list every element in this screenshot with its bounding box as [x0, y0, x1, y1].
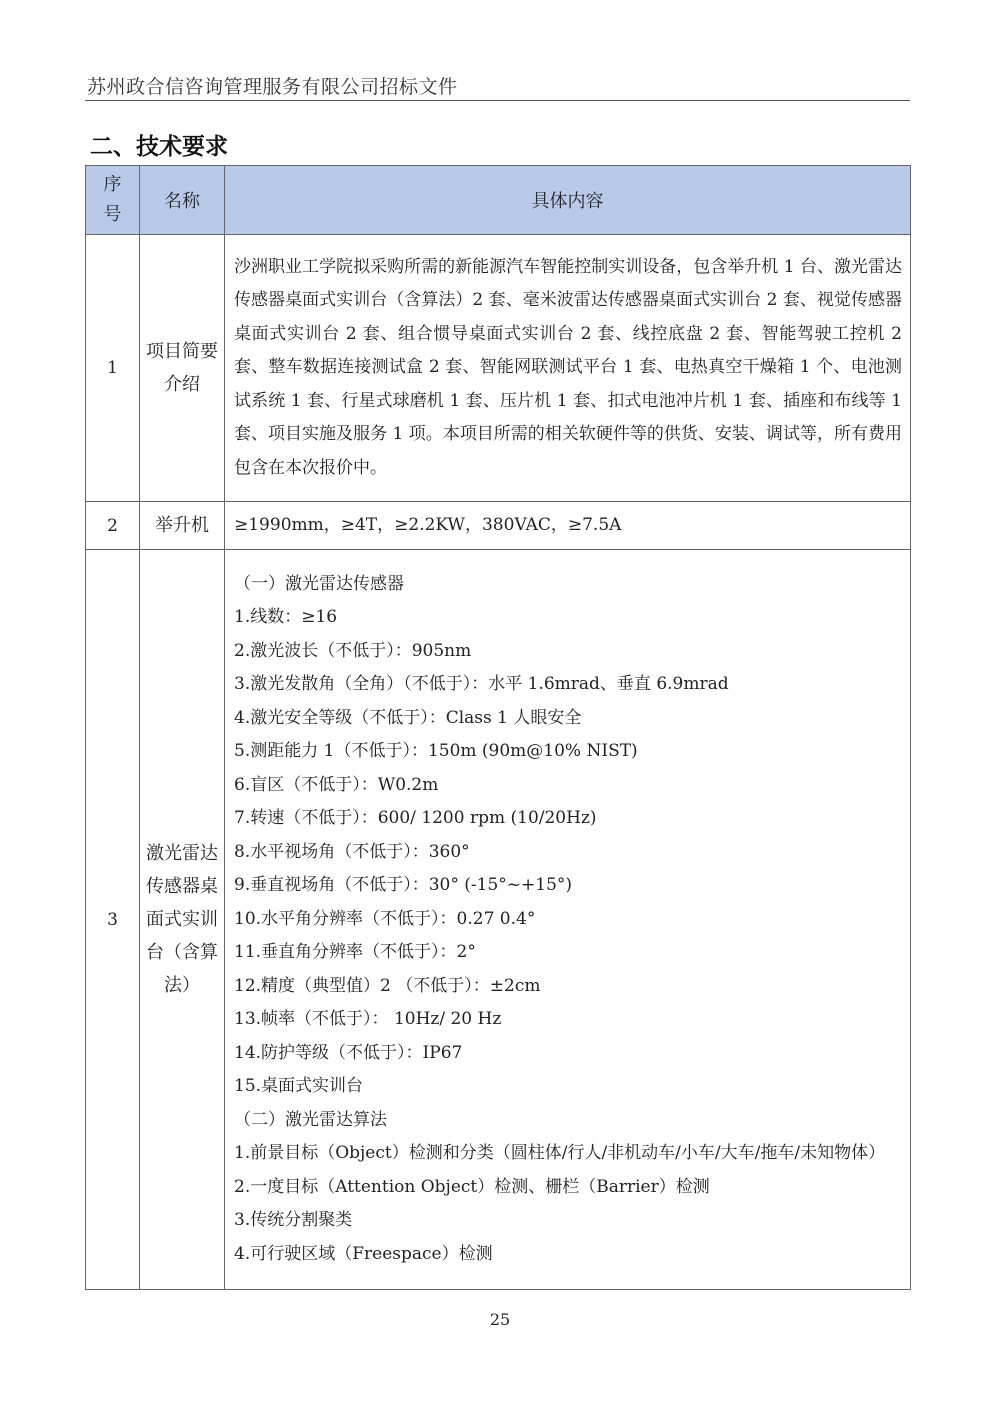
- spec-line: 2.激光波长（不低于）：905nm: [234, 640, 472, 661]
- row-content: 沙洲职业工学院拟采购所需的新能源汽车智能控制实训设备，包含举升机 1 台、激光雷达传感器桌面式实训台（含算法）2 套、毫米波雷达传感器桌面式实训台 2 套、视觉传感器桌面式实训台 2 套、组合惯导桌面式实训台 2 套、线控底盘 2 套、智能驾驶工控机 2 套、整车数据连接测试盒 2 套、智能网联测试平台 1 套、电热真空干燥箱 1 个、电池测试系统 1 套、行星式球磨机 1 套、压片机 1 套、扣式电池冲片机 1 套、插座和布线等 1 套、项目实施及服务 1 项。本项目所需的相关软硬件等的供货、安装、调试等，所有费用包含在本次报价中。: [225, 235, 911, 502]
- header-text: 苏州政合信咨询管理服务有限公司招标文件: [87, 76, 458, 98]
- table-row: [86, 235, 911, 502]
- spec-line: 7.转速（不低于）：600/ 1200 rpm (10/20Hz): [234, 808, 597, 829]
- header-name: 名称: [140, 166, 225, 235]
- spec-line: 1.前景目标（Object）检测和分类（圆柱体/行人/非机动车/小车/大车/拖车/未知物体）: [234, 1143, 886, 1164]
- row-content: ≥1990mm，≥4T，≥2.2KW，380VAC，≥7.5A: [225, 502, 911, 550]
- spec-line: 3.传统分割聚类: [234, 1210, 353, 1231]
- spec-line: 1.线数：≥16: [234, 607, 338, 628]
- document-header: [85, 68, 910, 101]
- section-title: 二、技术要求: [90, 134, 228, 160]
- spec-line: （一）激光雷达传感器: [234, 573, 404, 594]
- header-no: [86, 166, 140, 235]
- row-no: 1: [86, 235, 140, 502]
- header-no-text: 序号: [103, 174, 122, 225]
- row-name: 举升机: [140, 502, 225, 550]
- spec-line: 10.水平角分辨率（不低于）：0.27 0.4°: [234, 908, 536, 929]
- header-content: 具体内容: [225, 166, 911, 235]
- row-no: 3: [86, 550, 140, 1290]
- page-number: 25: [489, 1310, 511, 1329]
- spec-line: 9.垂直视场角（不低于）：30° (-15°~+15°): [234, 875, 573, 896]
- table-header-row: [86, 166, 911, 235]
- table-row: [86, 502, 911, 550]
- table-row: [86, 550, 911, 1290]
- spec-line: 12.精度（典型值）2 （不低于）：±2cm: [234, 975, 541, 996]
- spec-line: 15.桌面式实训台: [234, 1076, 364, 1097]
- spec-line: 5.测距能力 1（不低于）：150m (90m@10% NIST): [234, 741, 638, 762]
- spec-line: 14.防护等级（不低于）：IP67: [234, 1042, 463, 1063]
- spec-line: 2.一度目标（Attention Object）检测、栅栏（Barrier）检测: [234, 1176, 710, 1197]
- row-no: 2: [86, 502, 140, 550]
- spec-line: 4.可行驶区域（Freespace）检测: [234, 1243, 493, 1264]
- row-name: 激光雷达传感器桌面式实训台（含算法）: [140, 550, 225, 1290]
- spec-line: 6.盲区（不低于）：W0.2m: [234, 774, 439, 795]
- spec-line: 11.垂直角分辨率（不低于）：2°: [234, 942, 476, 963]
- row-content-list: [225, 550, 911, 1290]
- spec-line: 13.帧率（不低于）： 10Hz/ 20 Hz: [234, 1009, 502, 1030]
- row-name: 项目简要介绍: [140, 235, 225, 502]
- spec-line: （二）激光雷达算法: [234, 1109, 387, 1130]
- spec-line: 8.水平视场角（不低于）：360°: [234, 841, 470, 862]
- spec-line: 4.激光安全等级（不低于）：Class 1 人眼安全: [234, 707, 582, 728]
- spec-table: [85, 165, 911, 1290]
- spec-line: 3.激光发散角（全角）（不低于）：水平 1.6mrad、垂直 6.9mrad: [234, 674, 729, 695]
